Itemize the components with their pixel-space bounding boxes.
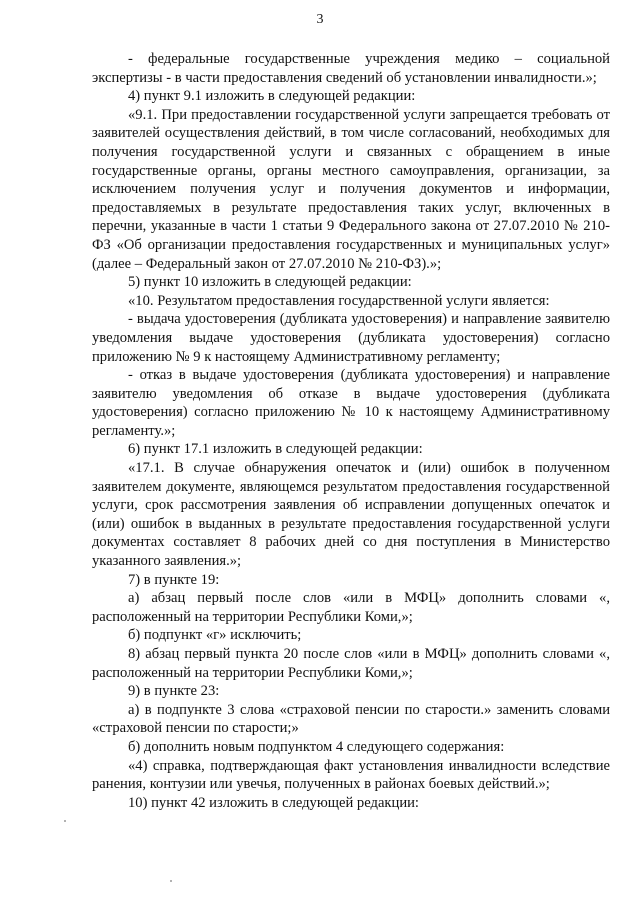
paragraph-issuance: - выдача удостоверения (дубликата удостоверения) и направление заявителю уведомления выдаче удостоверения (дубликата удостоверения) согласно приложению № 9 к настоящему Административному регламенту; [92, 311, 610, 365]
paragraph-17-1-text: «17.1. В случае обнаружения опечаток и (или) ошибок в полученном заявителем документе, являющемся результатом предоставления государственной услуги, срок рассмотрения заявления об исправлении допущенных опечаток и (или) ошибок в выданных в результате предоставления государственной услуги документах составляет 8 рабочих дней со дня поступления в Министерство указанного заявления.»; [92, 460, 610, 570]
paragraph-7a: а) абзац первый после слов «или в МФЦ» дополнить словами «, расположенный на территории Республики Коми,»; [92, 590, 610, 625]
paragraph-item-medico-social: - федеральные государственные учреждения медико – социальной экспертизы - в части предоставления сведений об установлении инвалидности.»; [92, 51, 610, 86]
page-number: 3 [316, 12, 324, 27]
paragraph-9a: а) в подпункте 3 слова «страховой пенсии по старости.» заменить словами «страховой пенсии по старости;» [92, 701, 610, 737]
scan-speck [170, 880, 172, 882]
scan-speck [64, 820, 66, 822]
paragraph-4-certificate: «4) справка, подтверждающая факт установления инвалидности вследствие ранения, контузии или увечья, полученных в районах боевых действий.»; [92, 757, 610, 793]
paragraph-9b: б) дополнить новым подпунктом 4 следующего содержания: [128, 738, 505, 755]
paragraph-point-5: 5) пункт 10 изложить в следующей редакции: [128, 274, 412, 291]
paragraph-point-10: 10) пункт 42 изложить в следующей редакции: [128, 794, 419, 811]
paragraph-point-8: 8) абзац первый пункта 20 после слов «или в МФЦ» дополнить словами «, расположенный на территории Республики Коми,»; [92, 646, 610, 681]
paragraph-point-7: 7) в пункте 19: [128, 571, 220, 588]
paragraph-point-4: 4) пункт 9.1 изложить в следующей редакции: [128, 88, 416, 105]
paragraph-refusal: - отказ в выдаче удостоверения (дубликата удостоверения) и направление заявителю уведомления об отказе в выдаче удостоверения (дубликата удостоверения) согласно приложению № 10 к настоящему Административному регламенту.»; [92, 367, 610, 439]
paragraph-9-1-text: «9.1. При предоставлении государственной услуги запрещается требовать от заявителей осуществления действий, в том числе согласований, необходимых для получения государственной услуги и связанных с обращением в иные государственные органы, органы местного самоуправления, организации, за исключением получения услуг и получения документов и информации, предоставляемых в результате предоставления таких услуг, включенных в перечни, указанные в части 1 статьи 9 Федерального закона от 27.07.2010 № 210-ФЗ «Об организации предоставления государственных и муниципальных услуг» (далее – Федеральный закон от 27.07.2010 № 210-ФЗ).»; [92, 106, 610, 272]
document-body [92, 50, 610, 812]
paragraph-point-9: 9) в пункте 23: [128, 683, 220, 700]
paragraph-10-heading: «10. Результатом предоставления государственной услуги является: [128, 292, 550, 309]
paragraph-7b: б) подпункт «г» исключить; [128, 627, 302, 644]
paragraph-point-6: 6) пункт 17.1 изложить в следующей редакции: [128, 441, 423, 458]
